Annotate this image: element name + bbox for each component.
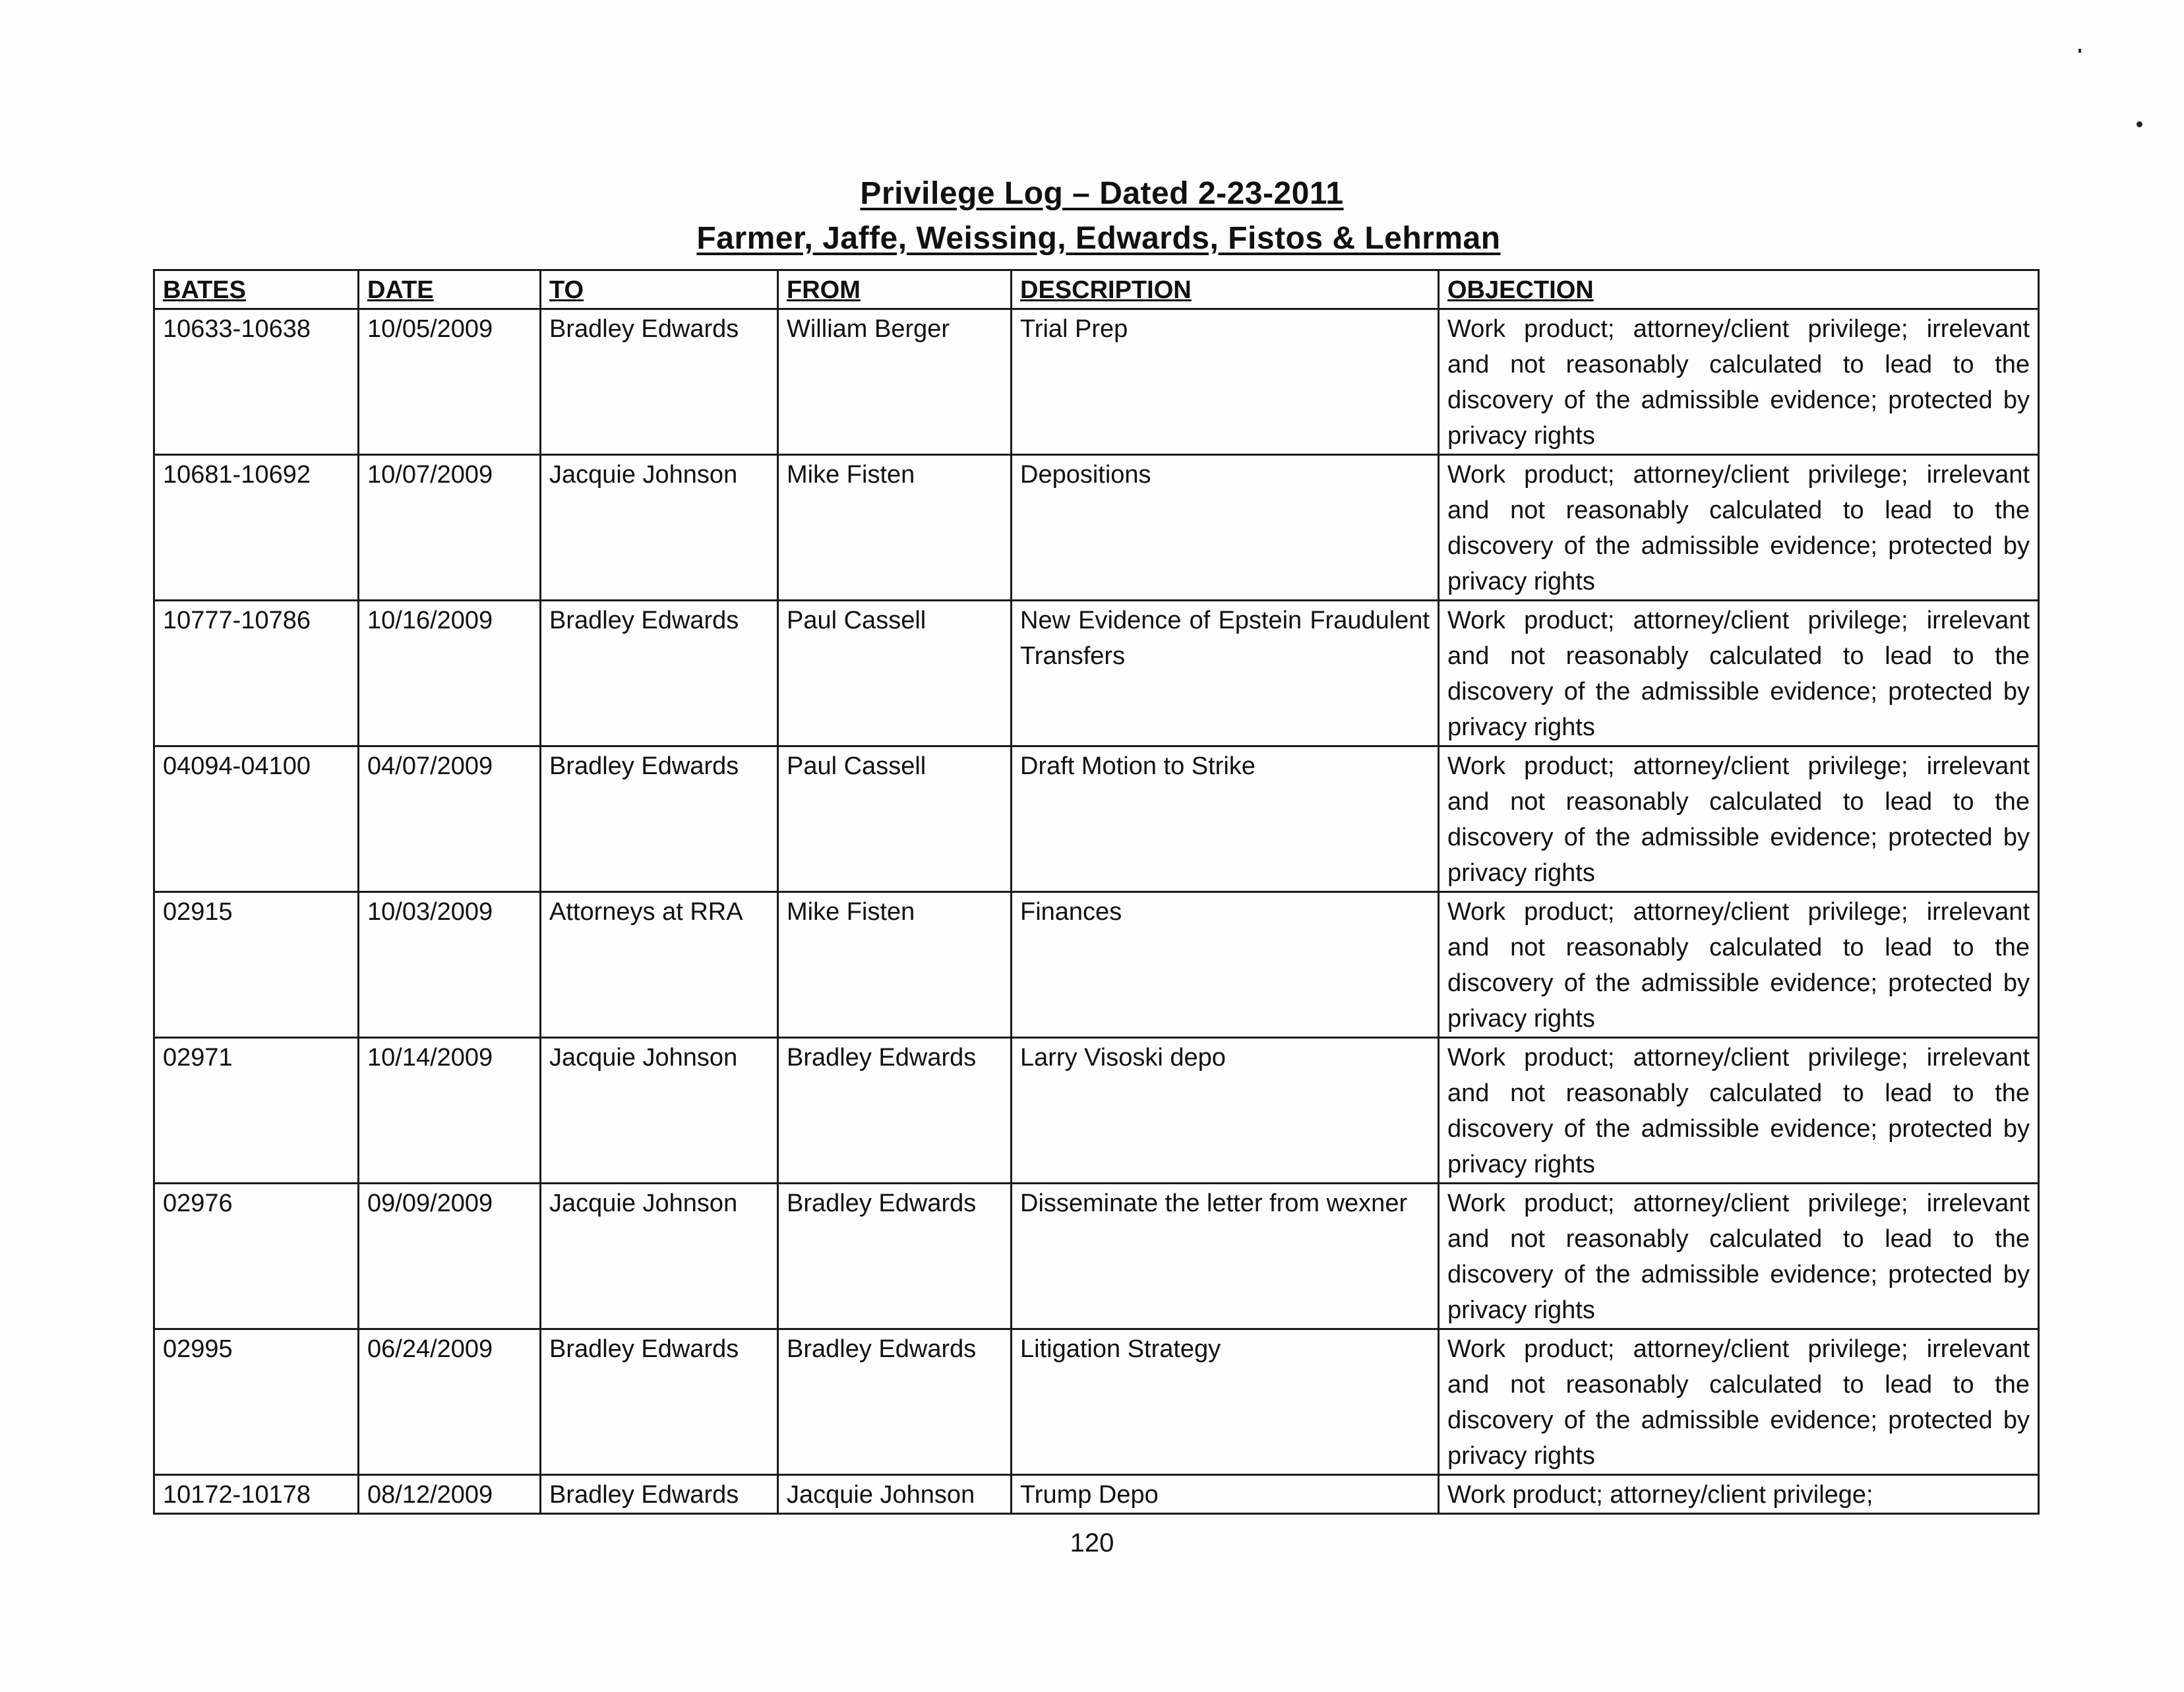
table-row: [154, 746, 2039, 892]
cell-to: Jacquie Johnson: [541, 1038, 778, 1184]
cell-from: William Berger: [778, 309, 1012, 455]
cell-to: Jacquie Johnson: [541, 1184, 778, 1329]
cell-date: 09/09/2009: [359, 1184, 541, 1329]
table-row: [154, 601, 2039, 746]
table-header-row: [154, 270, 2039, 309]
column-header-description: DESCRIPTION: [1012, 270, 1439, 309]
privilege-log-table: [153, 269, 2040, 1515]
cell-from: Bradley Edwards: [778, 1329, 1012, 1475]
document-subtitle: Farmer, Jaffe, Weissing, Edwards, Fistos & Lehrman: [696, 221, 1501, 256]
cell-objection: Work product; attorney/client privilege; irrelevant and not reasonably calculated to lead to the discovery of the admissible evidence; protected by privacy rights: [1439, 455, 2039, 601]
cell-objection: Work product; attorney/client privilege; irrelevant and not reasonably calculated to lead to the discovery of the admissible evidence; protected by privacy rights: [1439, 309, 2039, 455]
cell-objection: Work product; attorney/client privilege; irrelevant and not reasonably calculated to lead to the discovery of the admissible evidence; protected by privacy rights: [1439, 746, 2039, 892]
table-row: [154, 455, 2039, 601]
cell-description: Trump Depo: [1012, 1475, 1439, 1514]
table-row: [154, 892, 2039, 1038]
cell-objection: Work product; attorney/client privilege; irrelevant and not reasonably calculated to lead to the discovery of the admissible evidence; protected by privacy rights: [1439, 892, 2039, 1038]
table-row: [154, 1329, 2039, 1475]
cell-description: Draft Motion to Strike: [1012, 746, 1439, 892]
column-header-objection: OBJECTION: [1439, 270, 2039, 309]
cell-bates: 10172-10178: [154, 1475, 359, 1514]
cell-from: Bradley Edwards: [778, 1184, 1012, 1329]
cell-to: Bradley Edwards: [541, 1329, 778, 1475]
table-row: [154, 1475, 2039, 1514]
cell-date: 04/07/2009: [359, 746, 541, 892]
cell-objection: Work product; attorney/client privilege; irrelevant and not reasonably calculated to lead to the discovery of the admissible evidence; protected by privacy rights: [1439, 1329, 2039, 1475]
cell-description: Finances: [1012, 892, 1439, 1038]
cell-bates: 02976: [154, 1184, 359, 1329]
scan-speck: [2078, 49, 2081, 53]
cell-description: New Evidence of Epstein Fraudulent Transfers: [1012, 601, 1439, 746]
cell-objection: Work product; attorney/client privilege;: [1439, 1475, 2039, 1514]
cell-date: 08/12/2009: [359, 1475, 541, 1514]
cell-to: Attorneys at RRA: [541, 892, 778, 1038]
cell-to: Bradley Edwards: [541, 746, 778, 892]
table-row: [154, 1184, 2039, 1329]
document-title: Privilege Log – Dated 2-23-2011: [860, 176, 1344, 211]
cell-bates: 10633-10638: [154, 309, 359, 455]
cell-from: Mike Fisten: [778, 455, 1012, 601]
table-row: [154, 309, 2039, 455]
cell-objection: Work product; attorney/client privilege; irrelevant and not reasonably calculated to lead to the discovery of the admissible evidence; protected by privacy rights: [1439, 601, 2039, 746]
cell-bates: 10681-10692: [154, 455, 359, 601]
cell-date: 10/14/2009: [359, 1038, 541, 1184]
page-number: 120: [1070, 1528, 1114, 1557]
cell-date: 06/24/2009: [359, 1329, 541, 1475]
cell-to: Bradley Edwards: [541, 309, 778, 455]
cell-description: Litigation Strategy: [1012, 1329, 1439, 1475]
scan-speck: [2137, 121, 2142, 127]
cell-description: Trial Prep: [1012, 309, 1439, 455]
cell-from: Bradley Edwards: [778, 1038, 1012, 1184]
cell-from: Mike Fisten: [778, 892, 1012, 1038]
cell-to: Jacquie Johnson: [541, 455, 778, 601]
cell-description: Larry Visoski depo: [1012, 1038, 1439, 1184]
column-header-to: TO: [541, 270, 778, 309]
cell-to: Bradley Edwards: [541, 1475, 778, 1514]
cell-from: Paul Cassell: [778, 601, 1012, 746]
cell-bates: 02971: [154, 1038, 359, 1184]
cell-description: Disseminate the letter from wexner: [1012, 1184, 1439, 1329]
cell-date: 10/03/2009: [359, 892, 541, 1038]
cell-from: Paul Cassell: [778, 746, 1012, 892]
table-row: [154, 1038, 2039, 1184]
cell-description: Depositions: [1012, 455, 1439, 601]
cell-bates: 04094-04100: [154, 746, 359, 892]
cell-bates: 02915: [154, 892, 359, 1038]
cell-bates: 10777-10786: [154, 601, 359, 746]
column-header-date: DATE: [359, 270, 541, 309]
cell-objection: Work product; attorney/client privilege; irrelevant and not reasonably calculated to lead to the discovery of the admissible evidence; protected by privacy rights: [1439, 1184, 2039, 1329]
cell-date: 10/16/2009: [359, 601, 541, 746]
cell-bates: 02995: [154, 1329, 359, 1475]
column-header-from: FROM: [778, 270, 1012, 309]
cell-to: Bradley Edwards: [541, 601, 778, 746]
cell-date: 10/07/2009: [359, 455, 541, 601]
cell-from: Jacquie Johnson: [778, 1475, 1012, 1514]
cell-objection: Work product; attorney/client privilege; irrelevant and not reasonably calculated to lead to the discovery of the admissible evidence; protected by privacy rights: [1439, 1038, 2039, 1184]
cell-date: 10/05/2009: [359, 309, 541, 455]
column-header-bates: BATES: [154, 270, 359, 309]
